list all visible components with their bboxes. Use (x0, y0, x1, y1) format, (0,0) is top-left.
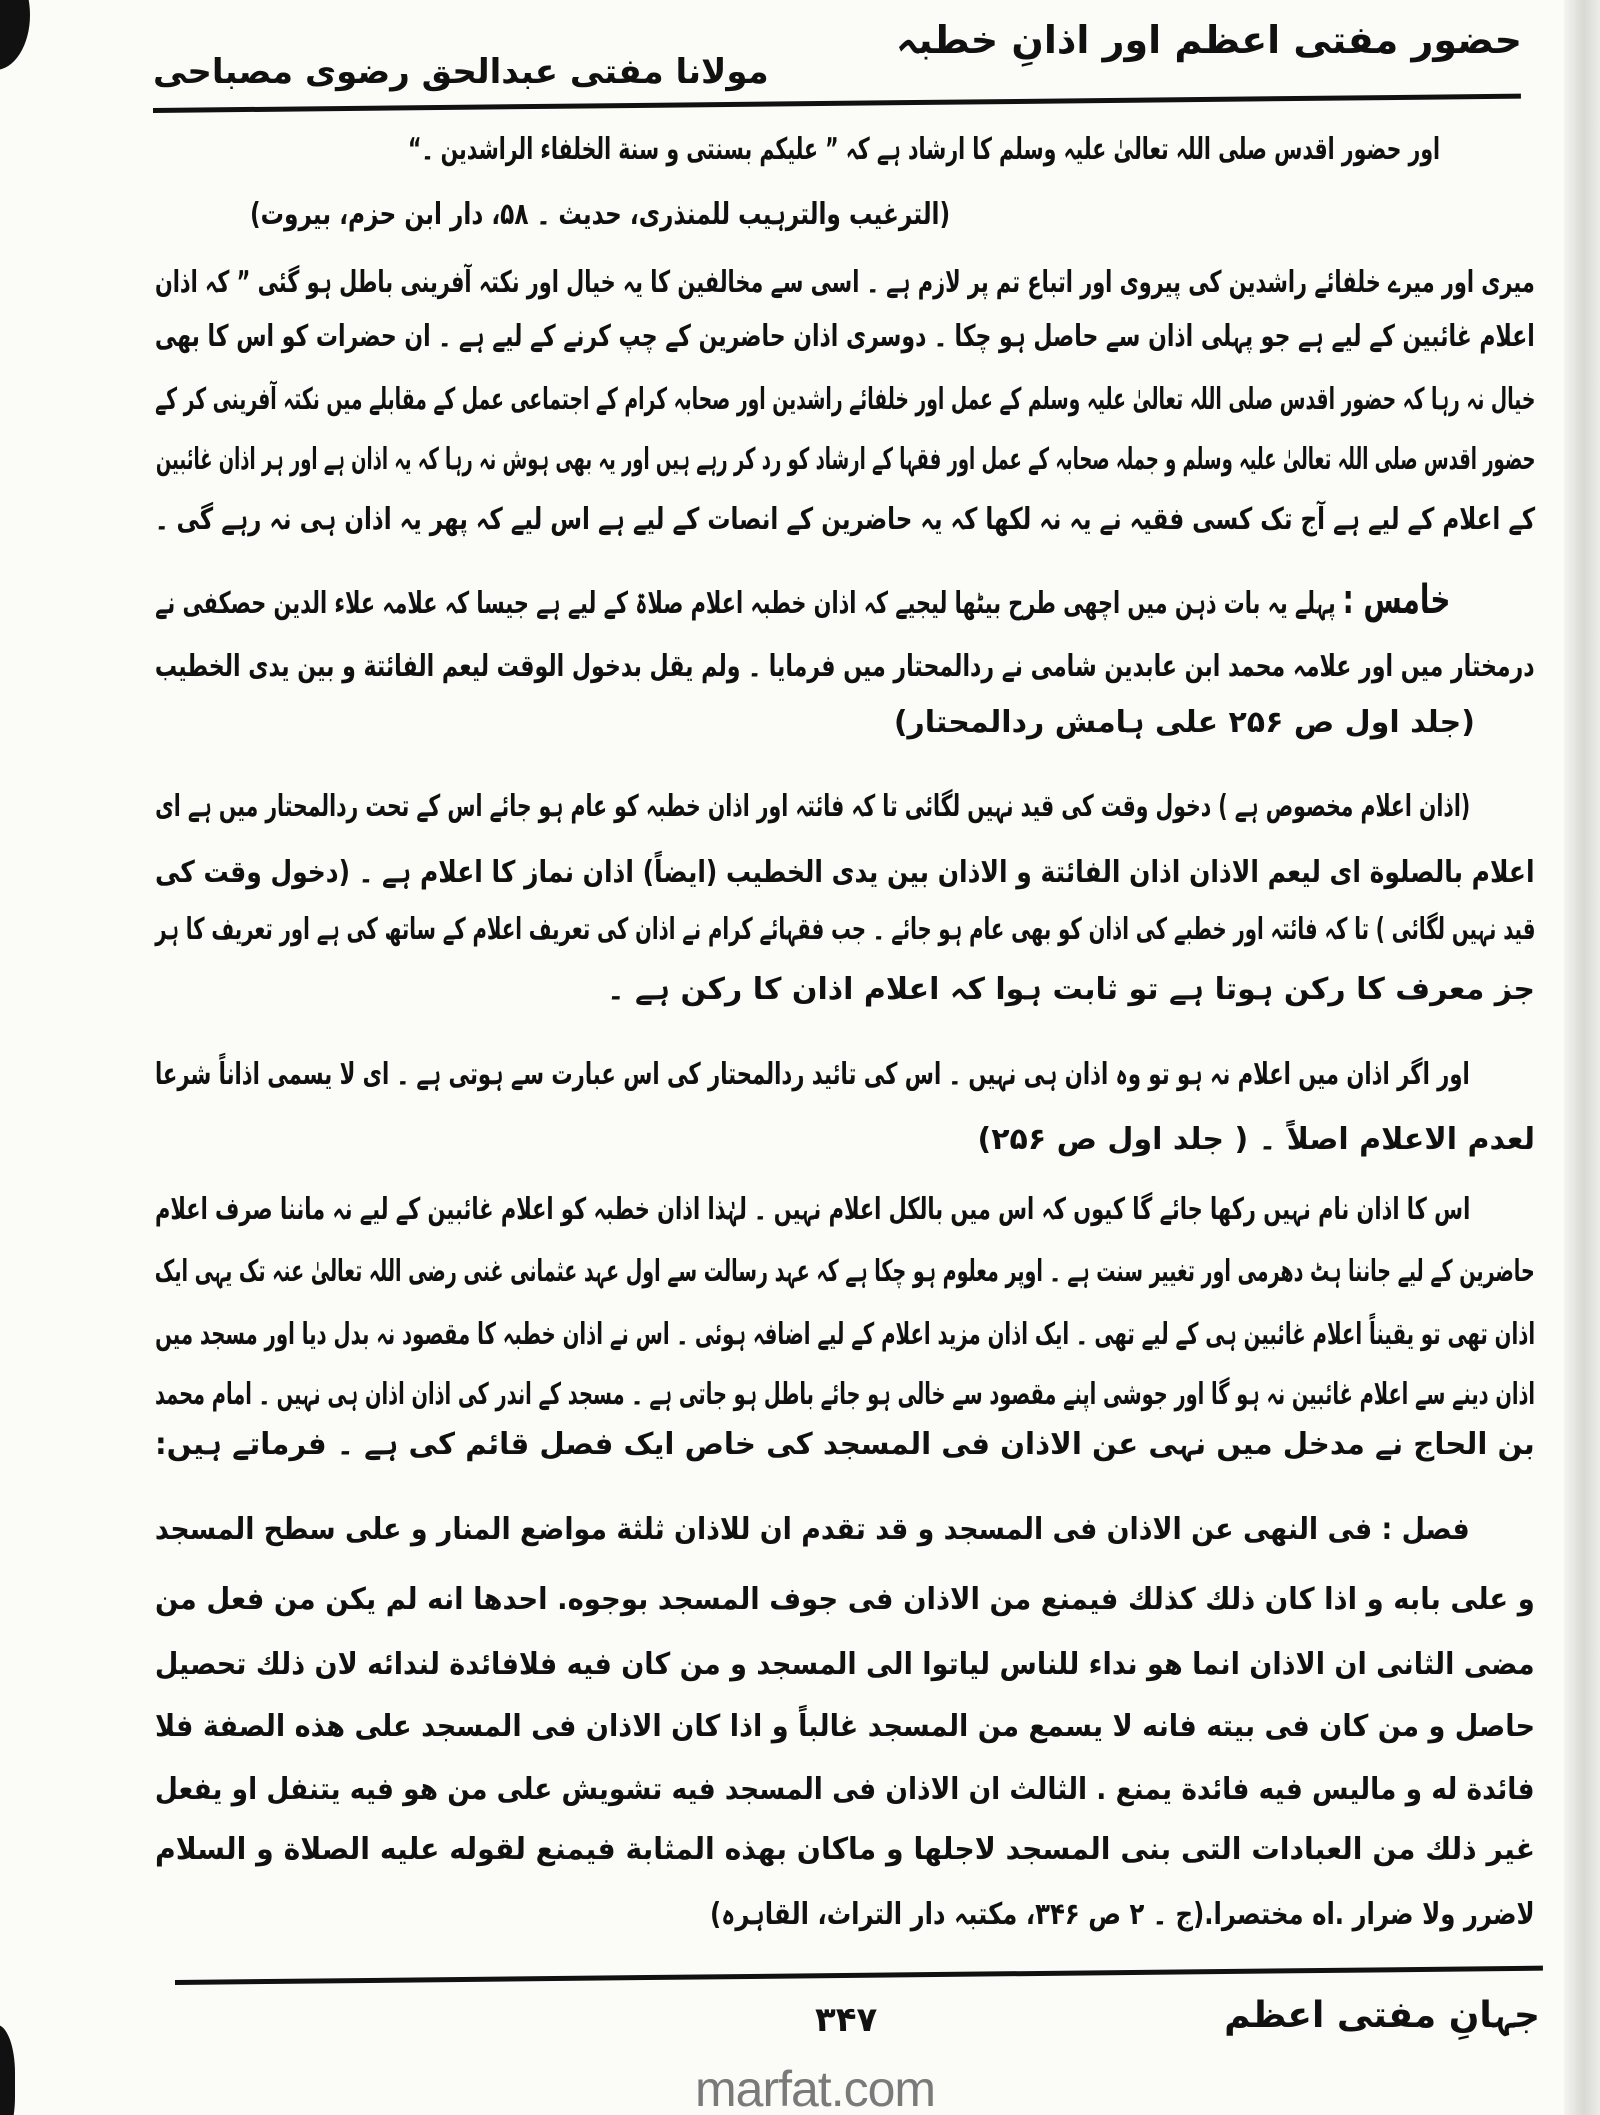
line-text: لاضرر ولا ضرار .اه مختصرا.(ج ۔ ۲ ص ۳۴۶، مکتبہ دار التراث، القاہرہ) (710, 1897, 1535, 1932)
text-line (155, 908, 1535, 952)
running-header-author: مولانا مفتی عبدالحق رضوی مصباحی (153, 52, 769, 92)
line-text: پہلے یہ بات ذہن میں اچھی طرح بیٹھا لیجیے کہ اذان خطبہ اعلام صلاۃ کے لیے ہے جیسا کہ علامہ علاء الدین حصکفی نے (154, 586, 1336, 621)
text-line (155, 851, 1535, 895)
text-line (155, 498, 1535, 542)
text-line (155, 785, 1470, 829)
text-line (408, 128, 1440, 172)
text-line (978, 1118, 1535, 1162)
line-text: مضی الثانی ان الاذان انما هو نداء للناس لیاتوا الی المسجد و من کان فیه فلافائدة لندائه لان ذلك تحصیل (155, 1647, 1535, 1682)
watermark: marfat.com (695, 2061, 936, 2115)
text-line (155, 261, 1535, 305)
line-text: اور حضور اقدس صلی اللہ تعالیٰ علیہ وسلم کا ارشاد ہے کہ ” علیکم بسنتی و سنة الخلفاء الراشدین ۔“ (407, 132, 1440, 167)
text-line (894, 701, 1475, 745)
line-text: حاضرین کے لیے جاننا ہٹ دھرمی اور تغییر سنت ہے ۔ اوپر معلوم ہو چکا ہے کہ عہد رسالت سے اول عہد عثمانی غنی رضی اللہ تعالیٰ عنہ تک یہی ایک (155, 1254, 1535, 1289)
line-text: قید نہیں لگائی ) تا کہ فائتہ اور خطبے کی اذان کو بھی عام ہو جائے ۔ جب فقہائے کرام نے اذان کی تعریف اعلام کے ساتھ کی ہے اور تعریف کا ہر (154, 912, 1535, 947)
line-text: حضور اقدس صلی اللہ تعالیٰ علیہ وسلم و جملہ صحابہ کے عمل اور فقہا کے ارشاد کو رد کر رہے ہیں اور یہ بھی ہوش نہ رہا کہ یہ اذان ہے اور ہر اذان غائبین (155, 442, 1535, 477)
line-text: درمختار میں اور علامہ محمد ابن عابدین شامی نے ردالمحتار میں فرمایا ۔ ولم یقل بدخول الوقت لیعم الفائتة و بین یدی الخطیب (155, 649, 1535, 684)
text-line (155, 438, 1535, 482)
line-text: و علی بابه و اذا کان ذلك كذلك فیمنع من الاذان فی جوف المسجد بوجوه. احدها انه لم یکن من فعل من (155, 1582, 1535, 1617)
line-text: حاصل و من کان فی بیته فانه لا یسمع من المسجد غالباً و اذا کان الاذان فی المسجد علی هذه الصفة فلا (154, 1709, 1535, 1744)
text-line (607, 968, 1535, 1012)
line-text: فائدة له و مالیس فیه فائدة یمنع . الثالث ان الاذان فی المسجد فیه تشویش علی من هو فیه یتنفل او یفعل (155, 1772, 1535, 1807)
line-text: اذان تھی تو یقیناً اعلام غائبین ہی کے لیے تھی ۔ ایک اذان مزید اعلام کے لیے اضافہ ہوئی ۔ اس نے اذان خطبہ کا مقصود نہ بدل دیا اور مسجد میں (154, 1317, 1535, 1352)
footer-rule (175, 1966, 1543, 1985)
text-line (155, 578, 1450, 626)
line-text: کے اعلام کے لیے ہے آج تک کسی فقیہ نے یہ نہ لکھا کہ یہ حاضرین کے انصات کے لیے ہے اس لیے کہ پھر یہ اذان ہی نہ رہے گی ۔ (154, 502, 1535, 537)
text-line (155, 1768, 1535, 1812)
text-line (155, 1313, 1535, 1357)
line-text: غیر ذلك من العبادات التی بنی المسجد لاجلها و ماکان بهذه المثابة فیمنع لقوله علیه الصلاة و السلام (154, 1832, 1535, 1867)
scan-shadow (0, 2025, 15, 2115)
line-text: (اذان اعلام مخصوص ہے ) دخول وقت کی قید نہیں لگائی تا کہ فائتہ اور اذان خطبہ کو عام ہو جائے اس کے تحت ردالمحتار میں ہے ای (154, 789, 1470, 824)
text-line (155, 1705, 1535, 1749)
scan-shadow (0, 0, 30, 70)
text-line (250, 193, 950, 237)
line-text: بن الحاج نے مدخل میں نہی عن الاذان فی المسجد کی خاص ایک فصل قائم کی ہے ۔ فرماتے ہیں: (155, 1427, 1535, 1462)
text-line (155, 1250, 1535, 1294)
footer-book-title: جہانِ مفتی اعظم (1224, 1995, 1540, 2036)
text-line (155, 1053, 1470, 1097)
text-line (155, 645, 1535, 689)
text-line (710, 1893, 1535, 1937)
line-text: اذان دینے سے اعلام غائبین نہ ہو گا اور جوشی اپنے مقصود سے خالی ہو جائے باطل ہو جاتی ہے ۔ مسجد کے اندر کی اذان اذان ہی نہیں ۔ امام محمد (154, 1377, 1535, 1412)
line-text: لعدم الاعلام اصلاً ۔ ( جلد اول ص ۲۵۶) (977, 1122, 1535, 1157)
line-text: فصل : فی النهی عن الاذان فی المسجد و قد تقدم ان للاذان ثلثة مواضع المنار و علی سطح المسجد (155, 1512, 1470, 1547)
text-line (155, 1578, 1535, 1622)
text-line (155, 1373, 1535, 1417)
page-edge (1564, 0, 1600, 2115)
text-line (155, 1188, 1470, 1232)
line-text: (جلد اول ص ۲۵۶ علی ہامش ردالمحتار) (893, 705, 1475, 740)
line-text: اس کا اذان نام نہیں رکھا جائے گا کیوں کہ اس میں بالکل اعلام نہیں ۔ لہٰذا اذان خطبہ کو اعلام غائبین کے لیے نہ ماننا صرف اعلام (154, 1192, 1470, 1227)
section-label: خامس : (1342, 577, 1450, 623)
text-line (155, 1828, 1535, 1872)
line-text: اعلام بالصلوة ای لیعم الاذان اذان الفائتة و الاذان بین یدی الخطیب (ایضاً) اذان نماز کا اعلام ہے ۔ (دخول وقت کی (155, 855, 1535, 890)
text-line (155, 315, 1535, 359)
running-header-title: حضور مفتی اعظم اور اذانِ خطبہ (896, 18, 1522, 62)
text-line (155, 1423, 1535, 1467)
text-line (155, 1508, 1470, 1552)
line-text: اور اگر اذان میں اعلام نہ ہو تو وہ اذان ہی نہیں ۔ اس کی تائید ردالمحتار کی اس عبارت سے ہوتی ہے ۔ ای لا یسمی اذاناً شرعا (155, 1057, 1470, 1092)
line-text: اعلام غائبین کے لیے ہے جو پہلی اذان سے حاصل ہو چکا ۔ دوسری اذان حاضرین کے چپ کرنے کے لیے ہے ۔ ان حضرات کو اس کا بھی (155, 319, 1535, 354)
page-number: ۳۴۷ (815, 2000, 878, 2040)
line-text: جز معرف کا رکن ہوتا ہے تو ثابت ہوا کہ اعلام اذان کا رکن ہے ۔ (606, 972, 1535, 1007)
line-text: میری اور میرے خلفائے راشدین کی پیروی اور اتباع تم پر لازم ہے ۔ اسی سے مخالفین کا یہ خیال اور نکتہ آفرینی باطل ہو گئی ” کہ اذان (155, 265, 1535, 300)
header-rule (153, 94, 1521, 113)
line-text: خیال نہ رہا کہ حضور اقدس صلی اللہ تعالیٰ علیہ وسلم کے عمل اور خلفائے راشدین اور صحابہ کرام کے اجتماعی عمل کے مقابلے میں نکتہ آفرینی کر کے (154, 382, 1535, 417)
line-text: (الترغیب والترہیب للمنذری، حدیث ۔ ۵۸، دار ابن حزم، بیروت) (249, 197, 950, 232)
text-line (155, 378, 1535, 422)
text-line (155, 1643, 1535, 1687)
